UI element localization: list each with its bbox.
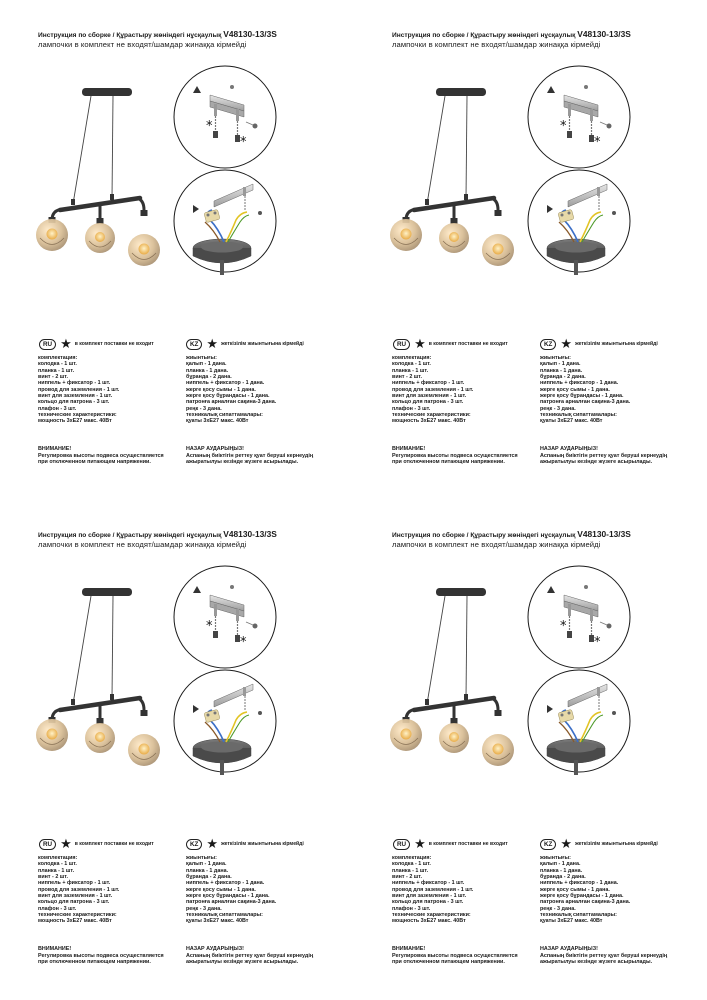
lamp-shade [482,710,514,766]
warning-text: Регулировка высоты подвеса осуществляется [38,952,164,959]
legend-ru [39,837,154,851]
suspension-cable [112,596,113,699]
kit-line: кольцо для патрона - 3 шт. [38,899,110,906]
legend-kz [540,337,658,351]
lamp-shade [128,710,160,766]
kit-line: реңк - 3 дана. [186,405,222,412]
kit-line: ниппель + фиксатор - 1 шт. [392,380,465,387]
bulbs-note: лампочки в комплект не входят/шамдар жинаққа кірмейді [38,40,247,49]
kit-line: провод для заземления - 1 шт. [38,886,120,893]
kit-line: комплектация: [392,855,432,861]
kit-line: реңк - 3 дана. [540,905,576,912]
kit-line: жиынтығы: [186,855,217,861]
ru-language-badge: RU [39,839,56,850]
warning-text: ажыратылуы кезінде жүзеге асырылады. [186,959,299,966]
not-included-note-kz: жеткізілім жиынтығына кірмейді [221,841,304,847]
lamp-shade [439,718,469,753]
kit-list-ru [38,355,119,425]
power-spec: мощность 3хE27 макс. 40Вт [392,418,466,425]
kit-line: жиынтығы: [186,355,217,361]
svg-text:*: * [240,135,247,150]
specs-heading: техникалық сипаттамалары: [540,412,617,419]
suspension-cable [466,96,467,199]
kit-line: реңк - 3 дана. [186,905,222,912]
model-number: V48130-13/3S [223,529,277,539]
svg-text:*: * [206,619,213,634]
warning-ru [38,946,164,966]
warning-kz [186,946,313,966]
kit-line: жерге қосу сымы - 1 дана. [186,886,256,893]
kit-line: плафон - 3 шт. [392,905,431,912]
kit-line: планка - 1 шт. [392,867,429,874]
kz-language-badge: KZ [186,339,202,350]
bulbs-note: лампочки в комплект не входят/шамдар жинаққа кірмейді [38,540,247,549]
kit-line: жерге қосу сымы - 1 дана. [540,386,610,393]
kit-line: винт - 2 шт. [38,374,68,381]
warning-text: Регулировка высоты подвеса осуществляется [38,452,164,459]
kit-line: жерге қосу бұрандасы - 1 дана. [540,893,624,900]
kit-line: жерге қосу бұрандасы - 1 дана. [540,393,624,400]
star-icon: ★ [414,336,426,351]
power-spec: қуаты 3хE27 макс. 40Вт [186,918,249,925]
suspension-cable [112,96,113,199]
star-icon: ★ [206,336,219,351]
kit-line: плафон - 3 шт. [392,405,431,412]
wiring-detail-circle [174,170,276,275]
kit-line: бұранда - 2 дана. [186,874,232,881]
lamp-shade [85,218,115,253]
svg-text:*: * [560,119,567,134]
kit-line: қалып - 1 дана. [540,861,581,868]
kit-line: реңк - 3 дана. [540,405,576,412]
warning-kz [186,446,313,466]
svg-text:*: * [240,635,247,650]
kit-line: планка - 1 дана. [186,867,229,874]
kit-line: колодка - 1 шт. [392,361,431,368]
wiring-detail-circle [528,170,630,275]
warning-text: при отключенном питающем напряжении. [392,459,505,466]
warning-ru [392,446,518,466]
star-icon: ★ [560,336,573,351]
kit-line: планка - 1 шт. [38,867,75,874]
kit-line: ниппель + фиксатор - 1 шт. [38,380,111,387]
warning-title: НАЗАР АУДАРЫҢЫЗ! [186,446,244,452]
warning-text: Аспаның биіктігін реттеу қуат беруші кернеудің [540,952,668,959]
star-icon: ★ [414,836,426,851]
ru-language-badge: RU [393,339,410,350]
warning-title: НАЗАР АУДАРЫҢЫЗ! [186,946,244,952]
assembly-illustration [354,560,707,830]
star-icon: ★ [60,836,72,851]
kit-line: бұранда - 2 дана. [186,374,232,381]
bracket-detail-circle [174,66,276,168]
star-icon: ★ [206,836,219,851]
warning-text: Аспаның биіктігін реттеу қуат беруші кернеудің [540,452,668,459]
warning-text: при отключенном питающем напряжении. [38,459,151,466]
document-title [392,29,631,39]
svg-text:*: * [206,119,213,134]
bracket-detail-circle [174,566,276,668]
warning-kz [540,446,667,466]
kit-list-ru [38,855,119,925]
kit-line: комплектация: [392,355,432,361]
kit-line: патронға арналған сақина-3 дана. [186,399,277,406]
kit-line: ниппель + фиксатор - 1 шт. [392,880,465,887]
warning-ru [38,446,164,466]
document-title [392,529,631,539]
kit-line: планка - 1 дана. [186,367,229,374]
warning-text: ажыратылуы кезінде жүзеге асырылады. [540,959,653,966]
kit-line: патронға арналған сақина-3 дана. [540,399,631,406]
not-included-note-ru: в комплект поставки не входит [428,341,508,347]
chandelier-illustration [36,88,160,266]
warning-text: Аспаның биіктігін реттеу қуат беруші кернеудің [186,952,314,959]
warning-title: ВНИМАНИЕ! [392,446,426,452]
warning-text: ажыратылуы кезінде жүзеге асырылады. [186,459,299,466]
kit-line: колодка - 1 шт. [392,861,431,868]
specs-heading: техникалық сипаттамалары: [540,912,617,919]
kit-line: колодка - 1 шт. [38,861,77,868]
svg-text:*: * [594,135,601,150]
kit-list-ru [392,855,473,925]
kit-line: жиынтығы: [540,855,571,861]
power-spec: мощность 3хE27 макс. 40Вт [38,418,112,425]
instruction-sheet [0,0,353,500]
specs-heading: технические характеристики: [38,912,117,919]
kit-line: провод для заземления - 1 шт. [392,386,474,393]
kit-line: винт для заземления - 1 шт. [392,393,467,400]
specs-heading: технические характеристики: [392,412,471,419]
kit-line: провод для заземления - 1 шт. [38,386,120,393]
specs-heading: технические характеристики: [38,412,117,419]
title-text: Инструкция по сборке / Құрастыру жөніндегі нұсқаулық [392,532,576,539]
kz-language-badge: KZ [540,339,556,350]
kit-line: ниппель + фиксатор - 1 дана. [186,880,265,887]
bracket-detail-circle [528,66,630,168]
kit-line: винт для заземления - 1 шт. [38,893,113,900]
power-spec: мощность 3хE27 макс. 40Вт [38,918,112,925]
warning-ru [392,946,518,966]
svg-text:*: * [560,619,567,634]
suspension-cable [427,96,445,204]
kit-line: винт - 2 шт. [392,374,422,381]
legend-ru [393,337,508,351]
warning-title: ВНИМАНИЕ! [38,446,72,452]
instruction-sheet [354,0,707,500]
kit-line: винт - 2 шт. [392,874,422,881]
power-spec: қуаты 3хE27 макс. 40Вт [540,918,603,925]
suspension-cable [427,596,445,704]
title-text: Инструкция по сборке / Құрастыру жөніндегі нұсқаулық [38,532,222,539]
kit-line: патронға арналған сақина-3 дана. [540,899,631,906]
kit-line: ниппель + фиксатор - 1 дана. [540,380,619,387]
lamp-shade [36,217,68,251]
kit-line: комплектация: [38,855,78,861]
svg-text:*: * [594,635,601,650]
lamp-shade [439,218,469,253]
kit-line: қалып - 1 дана. [186,361,227,368]
kit-line: бұранда - 2 дана. [540,374,586,381]
ceiling-canopy [436,588,486,596]
kit-line: жерге қосу сымы - 1 дана. [540,886,610,893]
legend-ru [393,837,508,851]
warning-text: при отключенном питающем напряжении. [392,959,505,966]
kit-line: кольцо для патрона - 3 шт. [38,399,110,406]
kit-list-kz [540,355,630,425]
warning-text: ажыратылуы кезінде жүзеге асырылады. [540,459,653,466]
chandelier-illustration [36,588,160,766]
suspension-cable [73,96,91,204]
assembly-illustration [0,60,353,330]
kit-list-ru [392,355,473,425]
wiring-detail-circle [174,670,276,775]
chandelier-illustration [390,88,514,266]
warning-title: ВНИМАНИЕ! [38,946,72,952]
kit-line: комплектация: [38,355,78,361]
warning-text: при отключенном питающем напряжении. [38,959,151,966]
kit-line: плафон - 3 шт. [38,405,77,412]
bracket-detail-circle [528,566,630,668]
instruction-sheet [0,500,353,1000]
power-spec: мощность 3хE27 макс. 40Вт [392,918,466,925]
kz-language-badge: KZ [186,839,202,850]
kit-line: жерге қосу сымы - 1 дана. [186,386,256,393]
star-icon: ★ [560,836,573,851]
kit-list-kz [540,855,630,925]
kit-line: провод для заземления - 1 шт. [392,886,474,893]
kit-line: патронға арналған сақина-3 дана. [186,899,277,906]
document-title [38,529,277,539]
specs-heading: техникалық сипаттамалары: [186,912,263,919]
lamp-shade [128,210,160,266]
kit-line: винт для заземления - 1 шт. [38,393,113,400]
suspension-cable [73,596,91,704]
ru-language-badge: RU [393,839,410,850]
not-included-note-kz: жеткізілім жиынтығына кірмейді [575,841,658,847]
not-included-note-kz: жеткізілім жиынтығына кірмейді [575,341,658,347]
title-text: Инструкция по сборке / Құрастыру жөніндегі нұсқаулық [392,32,576,39]
warning-text: Аспаның биіктігін реттеу қуат беруші кернеудің [186,452,314,459]
kit-line: планка - 1 дана. [540,367,583,374]
kit-line: винт для заземления - 1 шт. [392,893,467,900]
kit-line: ниппель + фиксатор - 1 дана. [540,880,619,887]
assembly-illustration [0,560,353,830]
legend-kz [540,837,658,851]
kit-line: планка - 1 шт. [38,367,75,374]
ceiling-canopy [82,88,132,96]
kit-list-kz [186,355,276,425]
kit-line: бұранда - 2 дана. [540,874,586,881]
lamp-shade [390,217,422,251]
kit-line: планка - 1 дана. [540,867,583,874]
ru-language-badge: RU [39,339,56,350]
kz-language-badge: KZ [540,839,556,850]
not-included-note-ru: в комплект поставки не входит [74,341,154,347]
warning-title: НАЗАР АУДАРЫҢЫЗ! [540,446,598,452]
model-number: V48130-13/3S [577,529,631,539]
star-icon: ★ [60,336,72,351]
instruction-sheet [354,500,707,1000]
kit-line: ниппель + фиксатор - 1 шт. [38,880,111,887]
kit-line: қалып - 1 дана. [186,861,227,868]
model-number: V48130-13/3S [577,29,631,39]
kit-line: қалып - 1 дана. [540,361,581,368]
lamp-shade [85,718,115,753]
suspension-cable [466,596,467,699]
kit-line: ниппель + фиксатор - 1 дана. [186,380,265,387]
specs-heading: технические характеристики: [392,912,471,919]
warning-text: Регулировка высоты подвеса осуществляется [392,452,518,459]
kit-line: плафон - 3 шт. [38,905,77,912]
lamp-shade [36,717,68,751]
not-included-note-ru: в комплект поставки не входит [74,841,154,847]
legend-kz [186,837,304,851]
kit-line: планка - 1 шт. [392,367,429,374]
assembly-illustration [354,60,707,330]
kit-line: жиынтығы: [540,355,571,361]
warning-title: НАЗАР АУДАРЫҢЫЗ! [540,946,598,952]
kit-line: жерге қосу бұрандасы - 1 дана. [186,893,270,900]
chandelier-illustration [390,588,514,766]
lamp-shade [390,717,422,751]
kit-line: винт - 2 шт. [38,874,68,881]
kit-line: кольцо для патрона - 3 шт. [392,399,464,406]
specs-heading: техникалық сипаттамалары: [186,412,263,419]
not-included-note-ru: в комплект поставки не входит [428,841,508,847]
kit-line: колодка - 1 шт. [38,361,77,368]
kit-list-kz [186,855,276,925]
not-included-note-kz: жеткізілім жиынтығына кірмейді [221,341,304,347]
wiring-detail-circle [528,670,630,775]
ceiling-canopy [436,88,486,96]
kit-line: жерге қосу бұрандасы - 1 дана. [186,393,270,400]
title-text: Инструкция по сборке / Құрастыру жөніндегі нұсқаулық [38,32,222,39]
warning-kz [540,946,667,966]
bulbs-note: лампочки в комплект не входят/шамдар жинаққа кірмейді [392,40,601,49]
bulbs-note: лампочки в комплект не входят/шамдар жинаққа кірмейді [392,540,601,549]
power-spec: қуаты 3хE27 макс. 40Вт [540,418,603,425]
power-spec: қуаты 3хE27 макс. 40Вт [186,418,249,425]
warning-text: Регулировка высоты подвеса осуществляется [392,952,518,959]
kit-line: кольцо для патрона - 3 шт. [392,899,464,906]
lamp-shade [482,210,514,266]
ceiling-canopy [82,588,132,596]
document-title [38,29,277,39]
warning-title: ВНИМАНИЕ! [392,946,426,952]
legend-ru [39,337,154,351]
legend-kz [186,337,304,351]
model-number: V48130-13/3S [223,29,277,39]
